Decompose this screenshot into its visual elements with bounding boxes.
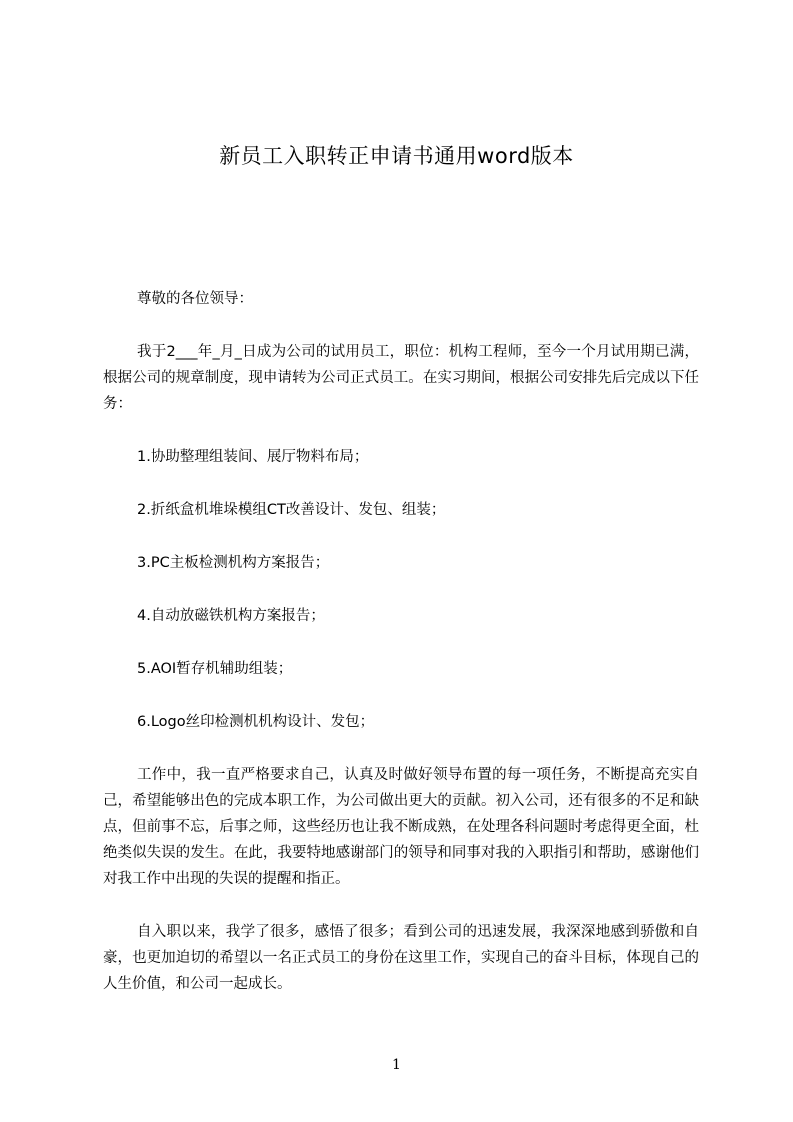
task-item-4: 4.自动放磁铁机构方案报告； <box>137 608 325 624</box>
growth-paragraph: 自入职以来，我学了很多，感悟了很多；看到公司的迅速发展，我深深地感到骄傲和自豪，也更加迫切的希望以一名正式员工的身份在这里工作，实现自己的奋斗目标，体现自己的人生价值，和公司一起成长。 <box>103 924 699 992</box>
salutation: 尊敬的各位领导： <box>137 291 253 307</box>
task-item-2: 2.折纸盒机堆垛模组CT改善设计、发包、组装； <box>137 502 446 518</box>
task-item-6: 6.Logo丝印检测机机构设计、发包； <box>137 714 375 730</box>
task-item-1: 1.协助整理组装间、展厅物料布局； <box>137 449 369 465</box>
task-item-3: 3.PC主板检测机构方案报告； <box>137 555 330 571</box>
document-title: 新员工入职转正申请书通用word版本 <box>219 144 574 168</box>
task-item-5: 5.AOI暂存机辅助组装； <box>137 661 293 677</box>
document-body <box>103 286 699 1024</box>
intro-paragraph: 我于2___年_月_日成为公司的试用员工，职位：机构工程师，至今一个月试用期已满，根据公司的规章制度，现申请转为公司正式员工。在实习期间，根据公司安排先后完成以下任务： <box>103 344 699 412</box>
work-paragraph: 工作中，我一直严格要求自己，认真及时做好领导布置的每一项任务，不断提高充实自己，希望能够出色的完成本职工作，为公司做出更大的贡献。初入公司，还有很多的不足和缺点，但前事不忘，后事之师，这些经历也让我不断成熟，在处理各科问题时考虑得更全面，杜绝类似失误的发生。在此，我要特地感谢部门的领导和同事对我的入职指引和帮助，感谢他们对我工作中出现的失误的提醒和指正。 <box>103 767 699 887</box>
page-number: 1 <box>392 1057 401 1073</box>
